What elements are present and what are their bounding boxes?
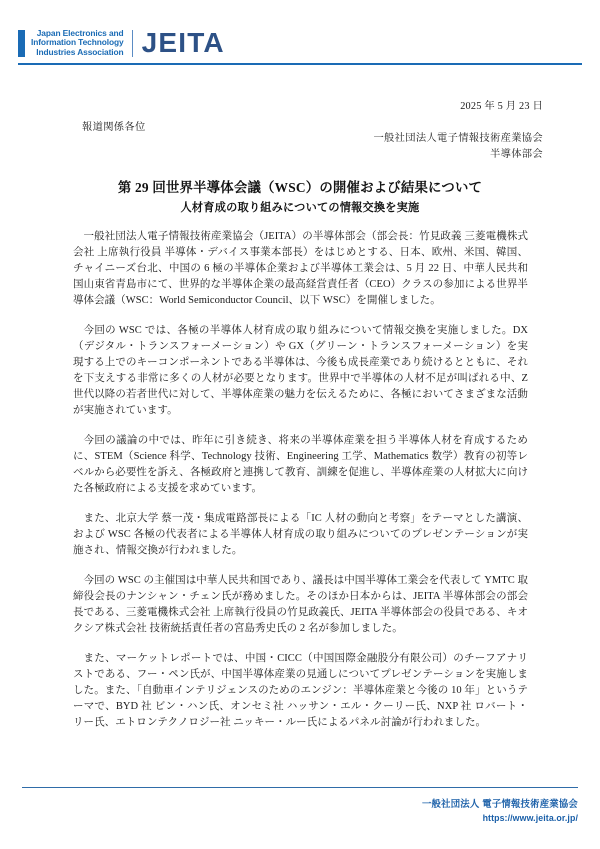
page-subtitle: 人材育成の取り組みについての情報交換を実施 — [180, 202, 420, 214]
sender-organization: 一般社団法人電子情報技術産業協会 — [373, 133, 543, 144]
document-header — [0, 0, 600, 72]
footer-organization: 一般社団法人 電子情報技術産業協会 — [421, 798, 578, 809]
body-paragraph: また、マーケットレポートでは、中国・CICC（中国国際金融股分有限公司）のチーフアナリストである、フー・ペン氏が、中国半導体産業の見通しについてプレゼンテーションを実施しました。また、「自動車インテリジェンスのためのエンジン：半導体産業と今後の 10 年」というテーマで、BYD 社 ビン・ハン氏、オンセミ社 ハッサン・エル・クーリー氏、NXP 社 ロバート・リー氏、エトロンテクノロジー社 ニッキー・ルー氏によるパネル討論が行われました。 — [73, 652, 528, 728]
header-divider-rule — [18, 63, 582, 65]
blue-bar-icon — [18, 30, 25, 57]
logo-english-line-2: Information Technology — [31, 37, 124, 48]
logo-english-name — [31, 29, 124, 57]
logo-english-line-3: Industries Association — [36, 46, 124, 57]
document-body — [73, 229, 528, 745]
sender-division: 半導体部会 — [490, 149, 543, 160]
body-paragraph: 今回の WSC では、各極の半導体人材育成の取り組みについて情報交換を実施しました。DX（デジタル・トランスフォーメーション）や GX（グリーン・トランスフォーメーション）を実現する上でのキーコンポーネントである半導体は、今後も成長産業であり続けるとともに、それを下支えする非常に多くの人材が必要となります。世界中で半導体の人材不足が叫ばれる中、Z 世代以降の若者世代に対して、半導体産業の魅力を伝えるために、各極においてさまざまな活動が実施されています。 — [73, 324, 528, 417]
document-date: 2025 年 5 月 23 日 — [460, 101, 543, 112]
body-paragraph: 今回の議論の中では、昨年に引き続き、将来の半導体産業を担う半導体人材を育成するために、STEM（Science 科学、Technology 技術、Engineering 工学、Mathematics 数学）教育の初等レベルから必要性を訴え、各極政府と連携して教育、訓練を促進し、半導体産業の人材拡大に向けた各極政府による支援を求めています。 — [73, 435, 528, 495]
logo-divider — [132, 30, 133, 57]
logo-wordmark: JEITA — [141, 27, 225, 58]
logo-english-line-1: Japan Electronics and — [36, 28, 124, 39]
body-paragraph: 今回の WSC の主催国は中華人民共和国であり、議長は中国半導体工業会を代表して YMTC 取締役会長のナンシャン・チェン氏が務めました。そのほか日本からは、JEITA 半導体部会の部会長である、三菱電機株式会社 上席執行役員の竹見政義氏、JEITA 半導体部会の役員である、キオクシア株式会社 技術統括責任者の宮島秀史氏の 2 名が参加しました。 — [73, 574, 528, 634]
page-title: 第 29 回世界半導体会議（WSC）の開催および結果について — [117, 180, 483, 195]
footer-url-link[interactable]: https://www.jeita.or.jp/ — [482, 813, 578, 823]
footer-divider-rule — [22, 787, 578, 788]
body-paragraph: また、北京大学 蔡一茂・集成電路部長による「IC 人材の動向と考察」をテーマとした講演、および WSC 各極の代表者による半導体人材育成の取り組みについてのプレゼンテーションが実施され、情報交換が行われました。 — [73, 512, 528, 557]
sender-block — [373, 131, 543, 163]
body-paragraph: 一般社団法人電子情報技術産業協会（JEITA）の半導体部会（部会長：竹見政義 三菱電機株式会社 上席執行役員 半導体・デバイス事業本部長）をはじめとする、日本、欧州、米国、韓国、チャイニーズ台北、中国の 6 極の半導体企業および半導体工業会は、5 月 22 日、中華人民共和国山東省青島市にて、世界的な半導体企業の最高経営責任者（CEO）クラスの参加による世界半導体会議（WSC：World Semiconductor Council、以下 WSC）を開催しました。 — [73, 231, 528, 307]
addressee-label: 報道関係各位 — [82, 122, 146, 133]
jeita-logo — [18, 27, 225, 59]
document-footer — [422, 797, 578, 825]
